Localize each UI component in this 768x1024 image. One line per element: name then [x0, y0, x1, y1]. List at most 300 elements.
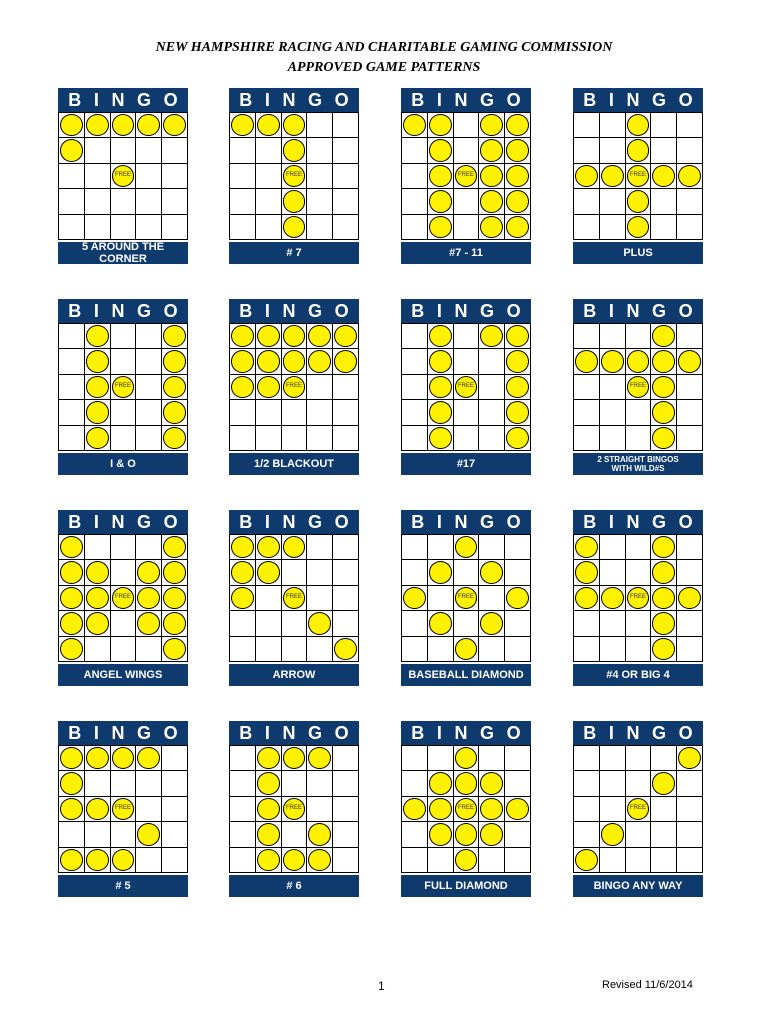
bingo-letter: N: [626, 722, 640, 743]
bingo-cell: [136, 426, 162, 451]
bingo-cell: [454, 138, 480, 163]
bingo-header: [229, 721, 359, 745]
bingo-cell: [111, 113, 137, 138]
bingo-cell: [428, 637, 454, 662]
bingo-cell: [574, 560, 600, 585]
bingo-cell: [59, 797, 85, 822]
bingo-cell: [230, 637, 256, 662]
bingo-cell: [256, 189, 282, 214]
pattern-name: FULL DIAMOND: [401, 875, 531, 897]
marked-dot: [86, 612, 109, 634]
free-space-label: FREE: [457, 171, 474, 178]
marked-dot: [163, 350, 186, 372]
bingo-cell: [230, 746, 256, 771]
marked-dot: [480, 823, 503, 845]
bingo-letter: I: [436, 722, 442, 743]
bingo-cell: [626, 215, 652, 240]
marked-dot: [163, 427, 186, 449]
bingo-cell: [574, 797, 600, 822]
bingo-cell: [454, 848, 480, 873]
bingo-cell: [454, 746, 480, 771]
marked-dot: [652, 587, 675, 609]
bingo-cell: [574, 164, 600, 189]
bingo-cell: [307, 324, 333, 349]
bingo-cell: [111, 189, 137, 214]
marked-dot: [163, 587, 186, 609]
bingo-letter: B: [583, 722, 597, 743]
bingo-cell: [574, 535, 600, 560]
bingo-cell: [626, 324, 652, 349]
bingo-card: [229, 299, 359, 475]
bingo-letter: B: [411, 511, 425, 532]
bingo-cell: [677, 164, 703, 189]
bingo-cell: [677, 400, 703, 425]
pattern-name: #7 - 11: [401, 242, 531, 264]
marked-dot: [506, 165, 529, 187]
marked-dot: [575, 587, 598, 609]
marked-dot: [163, 536, 186, 558]
bingo-cell: [256, 215, 282, 240]
bingo-cell: [479, 771, 505, 796]
bingo-cell: [307, 848, 333, 873]
marked-dot: [163, 114, 186, 136]
bingo-cell: [85, 611, 111, 636]
bingo-cell: [111, 324, 137, 349]
marked-dot: [86, 401, 109, 423]
bingo-cell: [256, 324, 282, 349]
bingo-cell: [162, 324, 188, 349]
bingo-cell: [428, 375, 454, 400]
bingo-header: [401, 510, 531, 534]
marked-dot: [429, 401, 452, 423]
bingo-cell: [230, 215, 256, 240]
marked-dot: [86, 114, 109, 136]
bingo-cell: [402, 215, 428, 240]
bingo-cell: [307, 375, 333, 400]
bingo-cell: [402, 138, 428, 163]
bingo-card: [401, 721, 531, 897]
bingo-letter: G: [652, 300, 667, 321]
bingo-letter: G: [480, 511, 495, 532]
marked-dot: [308, 612, 331, 634]
marked-dot: [480, 139, 503, 161]
bingo-letter: N: [282, 89, 296, 110]
bingo-cell: [600, 848, 626, 873]
bingo-letter: N: [626, 511, 640, 532]
bingo-cell: [402, 535, 428, 560]
bingo-letter: B: [583, 89, 597, 110]
bingo-cell: [85, 400, 111, 425]
marked-dot: [601, 350, 624, 372]
marked-dot: [480, 216, 503, 238]
bingo-card: [58, 88, 188, 264]
bingo-cell: [85, 822, 111, 847]
free-space-label: FREE: [285, 171, 302, 178]
bingo-cell: [282, 113, 308, 138]
bingo-cell: [428, 822, 454, 847]
marked-dot: [480, 772, 503, 794]
bingo-cell: [333, 164, 359, 189]
bingo-cell: [402, 189, 428, 214]
marked-dot: [506, 114, 529, 136]
bingo-cell: [454, 349, 480, 374]
bingo-cell: [677, 560, 703, 585]
bingo-cell: [454, 375, 480, 400]
title-line-2: APPROVED GAME PATTERNS: [287, 60, 481, 75]
bingo-letter: O: [334, 722, 349, 743]
bingo-cell: [505, 324, 531, 349]
bingo-cell: [479, 215, 505, 240]
marked-dot: [455, 849, 478, 871]
marked-dot: [575, 849, 598, 871]
marked-dot: [575, 536, 598, 558]
bingo-cell: [600, 426, 626, 451]
bingo-letter: O: [678, 511, 693, 532]
bingo-cell: [479, 164, 505, 189]
bingo-letter: I: [264, 300, 270, 321]
bingo-cell: [136, 189, 162, 214]
bingo-cell: [574, 400, 600, 425]
bingo-cell: [230, 586, 256, 611]
bingo-cell: [600, 138, 626, 163]
bingo-cell: [454, 797, 480, 822]
bingo-cell: [402, 400, 428, 425]
bingo-letter: G: [480, 89, 495, 110]
bingo-cell: [307, 138, 333, 163]
bingo-cell: [136, 637, 162, 662]
bingo-cell: [256, 637, 282, 662]
marked-dot: [506, 216, 529, 238]
marked-dot: [308, 823, 331, 845]
bingo-cell: [677, 637, 703, 662]
bingo-cell: [600, 215, 626, 240]
bingo-cell: [479, 400, 505, 425]
marked-dot: [429, 190, 452, 212]
marked-dot: [601, 165, 624, 187]
bingo-letter: O: [678, 300, 693, 321]
marked-dot: [506, 427, 529, 449]
bingo-cell: [307, 797, 333, 822]
bingo-cell: [479, 822, 505, 847]
bingo-cell: [626, 375, 652, 400]
bingo-cell: [505, 349, 531, 374]
bingo-cell: [428, 215, 454, 240]
bingo-cell: [59, 586, 85, 611]
bingo-header: [58, 88, 188, 112]
bingo-cell: [479, 138, 505, 163]
bingo-cell: [574, 771, 600, 796]
bingo-cell: [333, 586, 359, 611]
bingo-card: [573, 510, 703, 686]
bingo-cell: [307, 637, 333, 662]
marked-dot: [60, 561, 83, 583]
bingo-letter: G: [480, 300, 495, 321]
bingo-cell: [230, 113, 256, 138]
bingo-cell: [85, 349, 111, 374]
pattern-name: 2 STRAIGHT BINGOS WITH WILD#S: [573, 453, 703, 475]
bingo-card: [58, 299, 188, 475]
bingo-cell: [479, 797, 505, 822]
bingo-cell: [85, 746, 111, 771]
bingo-letter: G: [137, 89, 152, 110]
marked-dot: [137, 823, 160, 845]
bingo-cell: [59, 822, 85, 847]
marked-dot: [429, 427, 452, 449]
bingo-cell: [59, 349, 85, 374]
bingo-cell: [59, 535, 85, 560]
bingo-cell: [479, 375, 505, 400]
bingo-cell: [256, 138, 282, 163]
marked-dot: [575, 165, 598, 187]
bingo-cell: [333, 138, 359, 163]
bingo-header: [229, 510, 359, 534]
bingo-header: [573, 510, 703, 534]
bingo-cell: [85, 324, 111, 349]
bingo-letter: N: [454, 511, 468, 532]
marked-dot: [60, 139, 83, 161]
bingo-cell: [479, 746, 505, 771]
bingo-cell: [479, 189, 505, 214]
bingo-header: [229, 88, 359, 112]
marked-dot: [86, 849, 109, 871]
bingo-letter: O: [506, 89, 521, 110]
bingo-cell: [136, 611, 162, 636]
bingo-cell: [626, 535, 652, 560]
free-space-label: FREE: [285, 593, 302, 600]
bingo-cell: [333, 746, 359, 771]
bingo-header: [573, 299, 703, 323]
bingo-cell: [402, 560, 428, 585]
bingo-cell: [505, 426, 531, 451]
marked-dot: [308, 747, 331, 769]
bingo-cell: [282, 400, 308, 425]
marked-dot: [283, 747, 306, 769]
bingo-grid: [401, 745, 531, 873]
bingo-letter: I: [264, 89, 270, 110]
bingo-cell: [59, 400, 85, 425]
bingo-letter: I: [93, 722, 99, 743]
bingo-cell: [282, 215, 308, 240]
bingo-cell: [333, 611, 359, 636]
bingo-cell: [600, 324, 626, 349]
bingo-cell: [162, 797, 188, 822]
bingo-cell: [85, 138, 111, 163]
bingo-cell: [282, 535, 308, 560]
bingo-cell: [428, 164, 454, 189]
bingo-cell: [256, 426, 282, 451]
bingo-letter: I: [608, 300, 614, 321]
bingo-letter: O: [334, 511, 349, 532]
marked-dot: [231, 350, 254, 372]
bingo-cell: [307, 560, 333, 585]
bingo-cell: [162, 586, 188, 611]
marked-dot: [429, 772, 452, 794]
bingo-cell: [428, 400, 454, 425]
free-space-label: FREE: [114, 382, 131, 389]
bingo-header: [401, 88, 531, 112]
marked-dot: [257, 823, 280, 845]
marked-dot: [86, 587, 109, 609]
bingo-letter: N: [454, 722, 468, 743]
bingo-cell: [85, 797, 111, 822]
bingo-letter: B: [68, 300, 82, 321]
bingo-card: [229, 721, 359, 897]
bingo-cell: [479, 324, 505, 349]
bingo-cell: [574, 113, 600, 138]
bingo-cell: [85, 375, 111, 400]
bingo-cell: [111, 138, 137, 163]
bingo-cell: [162, 637, 188, 662]
bingo-cell: [626, 349, 652, 374]
bingo-cell: [505, 113, 531, 138]
bingo-cell: [651, 164, 677, 189]
bingo-cell: [282, 611, 308, 636]
bingo-cell: [111, 215, 137, 240]
bingo-cell: [282, 560, 308, 585]
bingo-cell: [162, 113, 188, 138]
bingo-cell: [651, 400, 677, 425]
pattern-name: # 6: [229, 875, 359, 897]
bingo-cell: [282, 349, 308, 374]
bingo-cell: [136, 164, 162, 189]
marked-dot: [652, 376, 675, 398]
marked-dot: [257, 798, 280, 820]
marked-dot: [652, 165, 675, 187]
bingo-cell: [307, 215, 333, 240]
free-space-label: FREE: [457, 804, 474, 811]
marked-dot: [257, 114, 280, 136]
bingo-letter: N: [282, 300, 296, 321]
bingo-grid: [229, 534, 359, 662]
bingo-cell: [111, 848, 137, 873]
bingo-card: [573, 721, 703, 897]
bingo-cell: [230, 324, 256, 349]
bingo-cell: [626, 426, 652, 451]
bingo-header: [58, 721, 188, 745]
bingo-cell: [162, 771, 188, 796]
bingo-cell: [111, 535, 137, 560]
bingo-cell: [307, 535, 333, 560]
bingo-cell: [162, 375, 188, 400]
bingo-letter: B: [68, 89, 82, 110]
marked-dot: [627, 350, 650, 372]
bingo-cell: [111, 375, 137, 400]
marked-dot: [112, 747, 135, 769]
bingo-cell: [574, 746, 600, 771]
bingo-cell: [59, 771, 85, 796]
bingo-cell: [136, 797, 162, 822]
bingo-cell: [136, 535, 162, 560]
bingo-letter: N: [454, 300, 468, 321]
bingo-grid: [401, 323, 531, 451]
bingo-cell: [574, 637, 600, 662]
marked-dot: [163, 561, 186, 583]
bingo-cell: [111, 164, 137, 189]
bingo-grid: [573, 534, 703, 662]
free-space-label: FREE: [629, 804, 646, 811]
pattern-name: ANGEL WINGS: [58, 664, 188, 686]
marked-dot: [480, 190, 503, 212]
pattern-name: #17: [401, 453, 531, 475]
marked-dot: [429, 216, 452, 238]
bingo-cell: [600, 611, 626, 636]
marked-dot: [137, 561, 160, 583]
bingo-letter: B: [239, 300, 253, 321]
free-space-label: FREE: [457, 382, 474, 389]
marked-dot: [283, 325, 306, 347]
bingo-cell: [600, 560, 626, 585]
bingo-cell: [651, 848, 677, 873]
bingo-cell: [282, 746, 308, 771]
bingo-cell: [677, 746, 703, 771]
bingo-grid: [401, 112, 531, 240]
bingo-cell: [574, 189, 600, 214]
free-space-label: FREE: [629, 382, 646, 389]
bingo-cell: [651, 215, 677, 240]
bingo-cell: [333, 560, 359, 585]
bingo-letter: N: [454, 89, 468, 110]
bingo-cell: [428, 611, 454, 636]
bingo-cell: [479, 113, 505, 138]
bingo-cell: [479, 349, 505, 374]
marked-dot: [575, 350, 598, 372]
bingo-cell: [85, 560, 111, 585]
bingo-cell: [651, 138, 677, 163]
free-space-label: FREE: [114, 804, 131, 811]
bingo-cell: [574, 324, 600, 349]
bingo-letter: G: [308, 300, 323, 321]
bingo-cell: [677, 797, 703, 822]
bingo-cell: [402, 324, 428, 349]
bingo-letter: G: [137, 511, 152, 532]
bingo-cell: [307, 113, 333, 138]
bingo-letter: N: [626, 89, 640, 110]
bingo-cell: [333, 637, 359, 662]
bingo-cell: [59, 215, 85, 240]
marked-dot: [231, 587, 254, 609]
bingo-grid: [229, 323, 359, 451]
bingo-cell: [333, 822, 359, 847]
bingo-cell: [651, 586, 677, 611]
bingo-cell: [600, 189, 626, 214]
marked-dot: [455, 823, 478, 845]
bingo-cell: [136, 560, 162, 585]
bingo-cell: [505, 560, 531, 585]
bingo-cell: [677, 324, 703, 349]
bingo-cell: [162, 746, 188, 771]
marked-dot: [678, 747, 701, 769]
marked-dot: [60, 612, 83, 634]
bingo-cell: [454, 164, 480, 189]
pattern-name: #4 OR BIG 4: [573, 664, 703, 686]
bingo-letter: O: [163, 300, 178, 321]
bingo-header: [58, 299, 188, 323]
bingo-cell: [428, 746, 454, 771]
bingo-cell: [428, 426, 454, 451]
marked-dot: [60, 849, 83, 871]
marked-dot: [60, 747, 83, 769]
bingo-cell: [505, 611, 531, 636]
bingo-cell: [162, 426, 188, 451]
free-space-label: FREE: [285, 382, 302, 389]
marked-dot: [506, 587, 529, 609]
bingo-cell: [333, 375, 359, 400]
bingo-cell: [59, 138, 85, 163]
bingo-cell: [333, 400, 359, 425]
marked-dot: [480, 798, 503, 820]
bingo-header: [573, 88, 703, 112]
bingo-cell: [402, 164, 428, 189]
